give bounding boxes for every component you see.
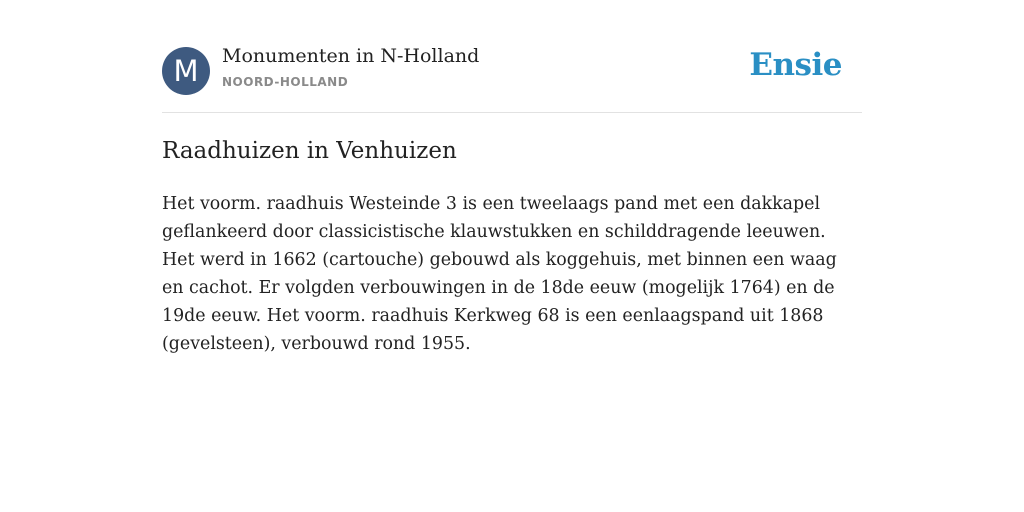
collection-subtitle: NOORD-HOLLAND (222, 75, 349, 89)
article-card (162, 0, 862, 354)
avatar[interactable]: M (162, 47, 210, 95)
brand-logo[interactable]: Ensie (749, 47, 842, 83)
article-title: Raadhuizen in Venhuizen (162, 138, 457, 164)
article-body: Het voorm. raadhuis Westeinde 3 is een tweelaags pand met een dakkapel geflankeerd door classicistische klauwstukken en schilddragende leeuwen. Het werd in 1662 (cartouche) gebouwd als koggehuis, met binnen een waag en cachot. Er volgden verbouwingen in de 18de eeuw (mogelijk 1764) en de 19de eeuw. Het voorm. raadhuis Kerkweg 68 is een eenlaagspand uit 1868 (gevelsteen), verbouwd rond 1955. (162, 194, 837, 354)
header (162, 0, 862, 113)
collection-title[interactable]: Monumenten in N-Holland (222, 45, 480, 67)
